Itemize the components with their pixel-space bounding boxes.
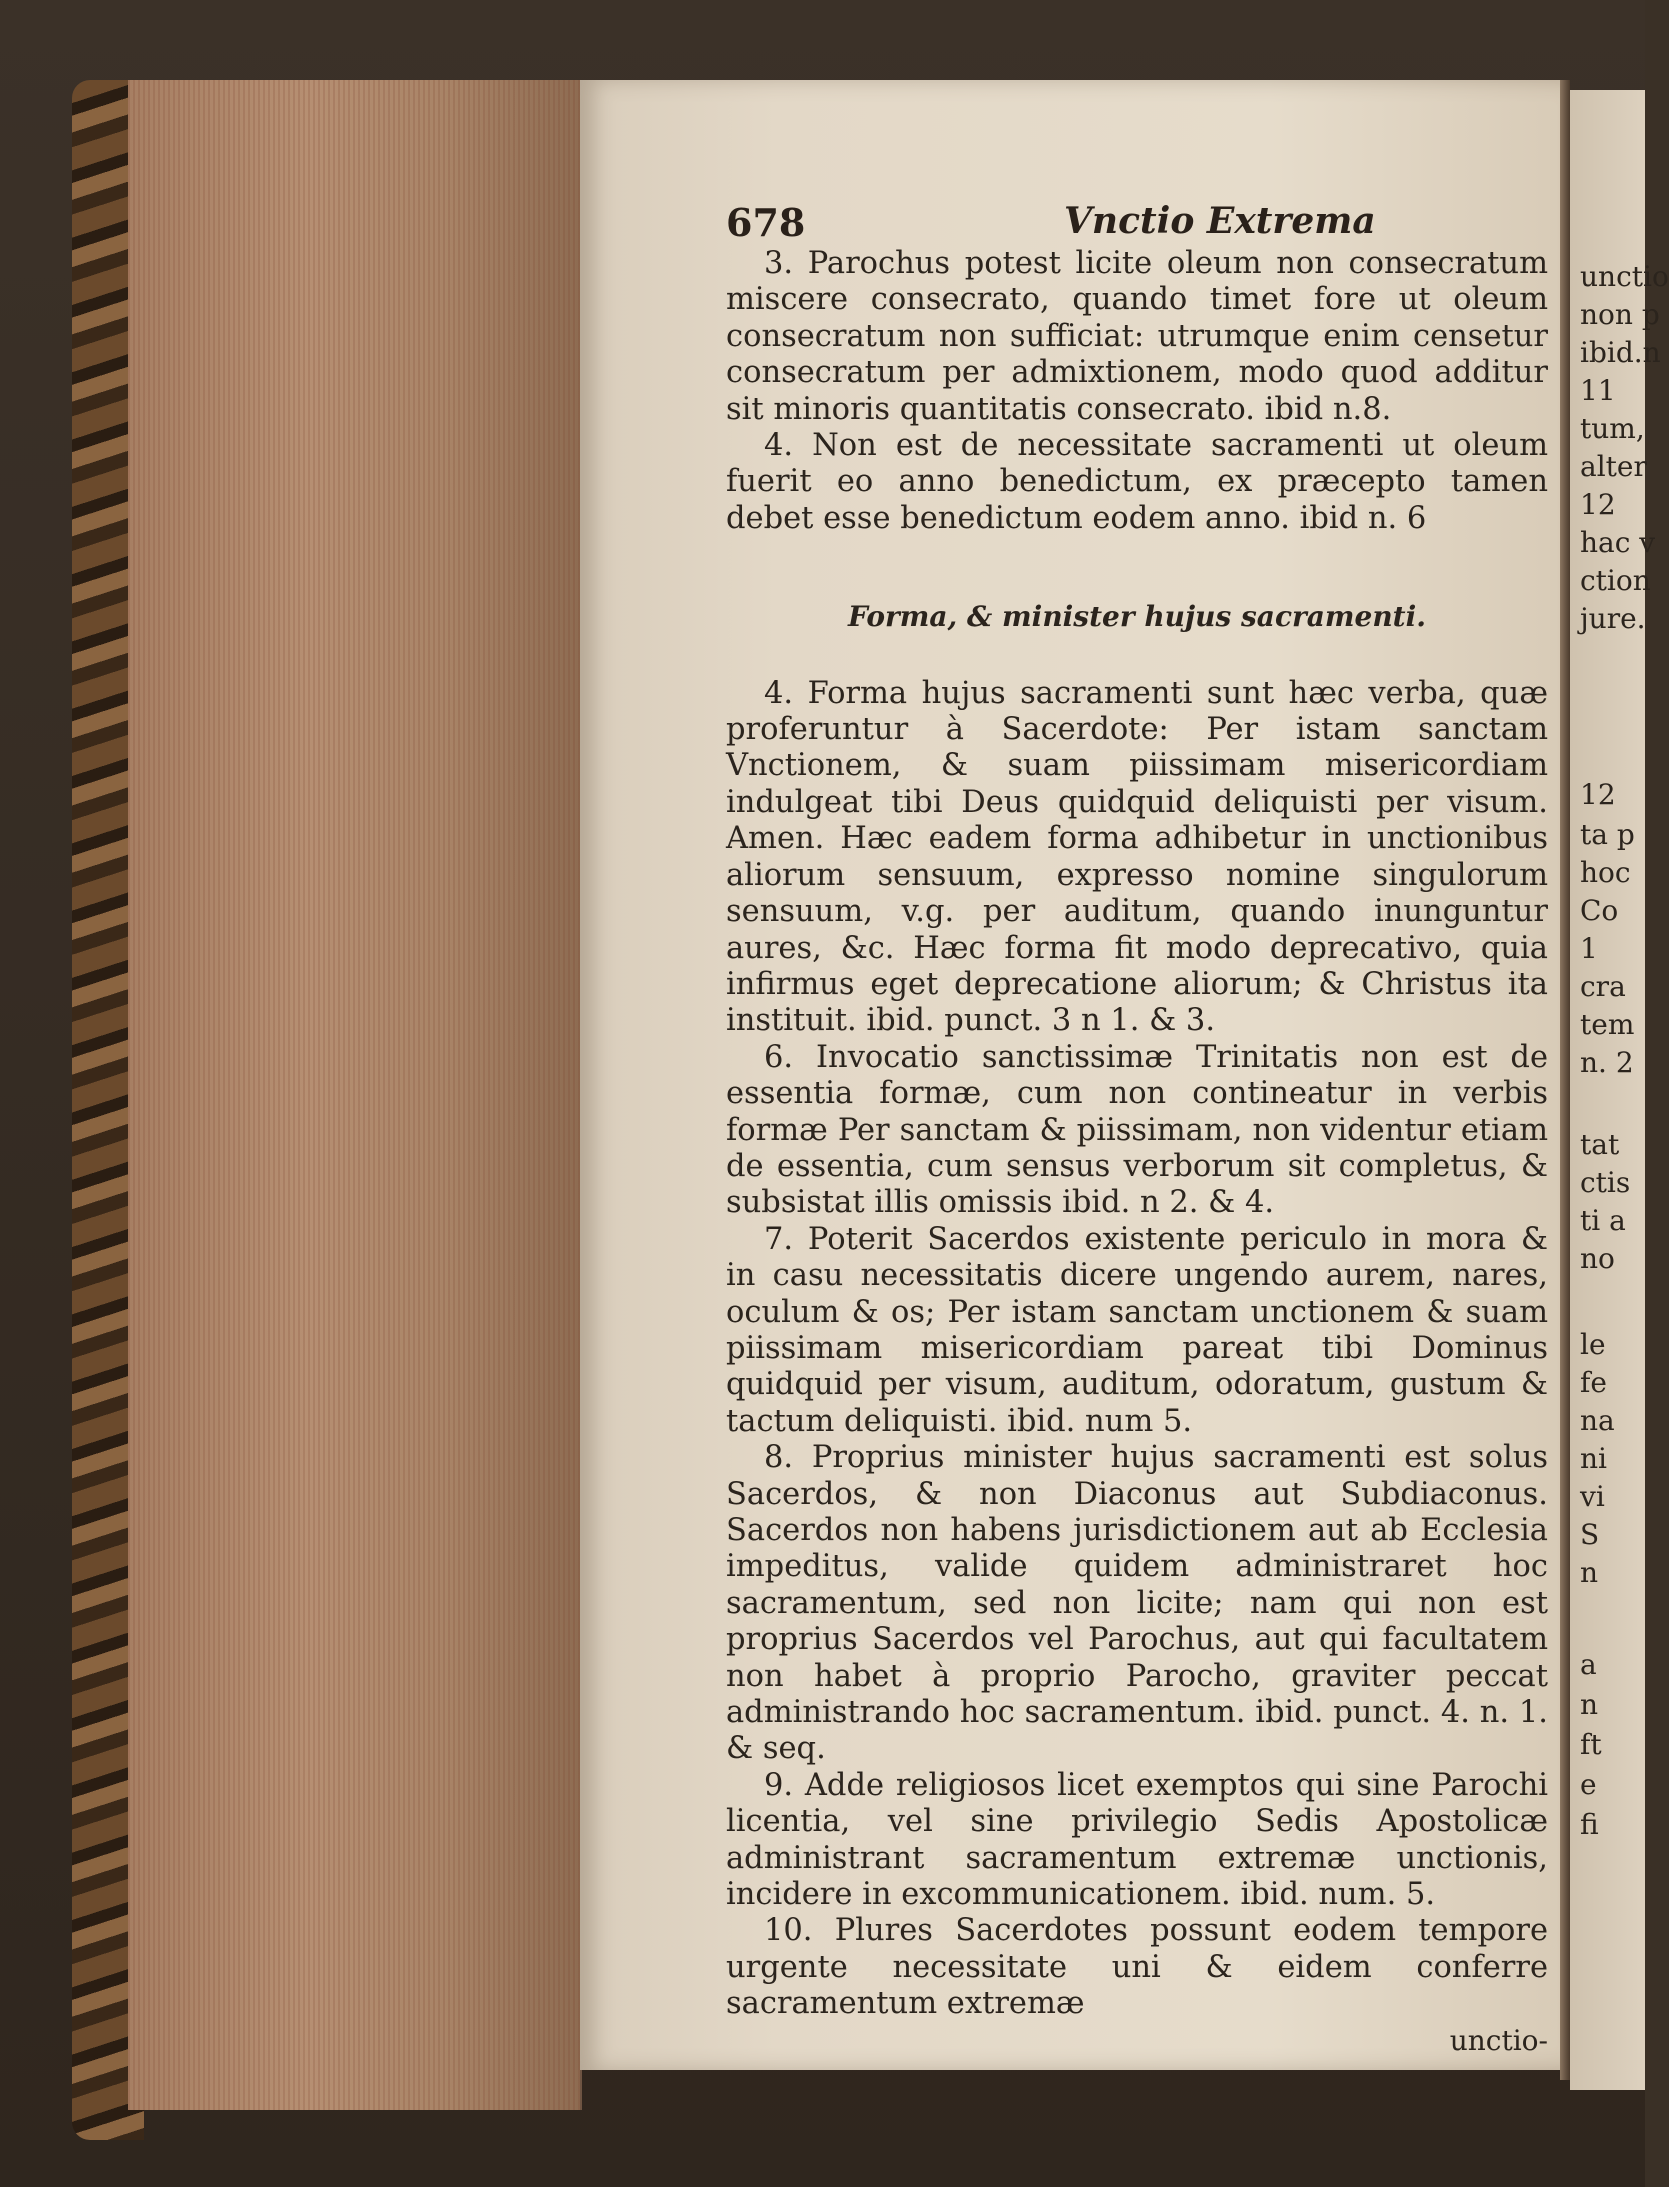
paragraph-form: 4. Forma hujus sacramenti sunt hæc verba, quæ proferuntur à Sacerdote: Per istam sanctam Vnctionem, & suam piissimam misericordiam indulgeat tibi Deus quidquid deliquisti per visum. Amen. Hæc eadem forma adhibetur in unctionibus aliorum sensuum, expresso nomine singulorum sensuum, v.g. per auditum, quando inunguntur aures, &c. Hæc forma fit modo deprecativo, quia infirmus eget deprecatione aliorum; & Christus ita instituit. ibid. punct. 3 n 1. & 3. [726,675,1548,1039]
next-page-fragment: hoc [1580,856,1631,889]
page-edges [128,80,582,2110]
next-page-fragment: ni [1580,1442,1607,1475]
next-page-fragment: ti a [1580,1204,1626,1237]
next-page-fragment: tat [1580,1128,1620,1161]
next-page-fragment: 12 [1580,778,1616,811]
next-page-fragment: fe [1580,1366,1607,1399]
next-page-fragment: n [1580,1688,1599,1721]
next-page-fragment: e [1580,1768,1597,1801]
next-page-fragment: ctis [1580,1166,1631,1199]
next-page-fragment: no [1580,1242,1615,1275]
next-page-fragment: non p [1580,298,1660,331]
next-page-fragment: ft [1580,1728,1602,1761]
next-page-fragment: le [1580,1328,1606,1361]
next-page-fragment: ction [1580,564,1651,597]
page-header [726,200,1546,250]
paragraph-10: 10. Plures Sacerdotes possunt eodem tempore urgente necessitate uni & eidem conferre sacramentum extremæ [726,1913,1548,2022]
next-page-fragment: ibid.n [1580,336,1661,369]
next-page-fragment: jure. [1580,602,1646,635]
paragraph-6: 6. Invocatio sanctissimæ Trinitatis non est de essentia formæ, cum non contineatur in verbis formæ Per sanctam & piissimam, non videntur etiam de essentia, cum sensus verborum sit completus, & subsistat illis omissis ibid. n 2. & 4. [726,1039,1548,1221]
next-page-fragment: 11 [1580,374,1616,407]
page-number: 678 [726,200,806,245]
next-page-fragment: unctio [1580,260,1669,293]
next-page-fragment: vi [1580,1480,1605,1513]
next-page-fragment: n [1580,1556,1599,1589]
catchword: unctio- [1449,2023,1548,2057]
next-page-fragment: Co [1580,894,1619,927]
next-page-fragment: 1 [1580,932,1598,965]
next-page-fragment: alter [1580,450,1647,483]
paragraph-7: 7. Poterit Sacerdos existente periculo in mora & in casu necessitatis dicere ungendo aurem, nares, oculum & os; Per istam sanctam unctionem & suam piissimam misericordiam pareat tibi Dominus quidquid per visum, auditum, odoratum, gustum & tactum deliquisti. ibid. num 5. [726,1221,1548,1439]
paragraph-4: 4. Non est de necessitate sacramenti ut oleum fuerit eo anno benedictum, ex præcepto tamen debet esse benedictum eodem anno. ibid n. 6 [726,428,1548,536]
next-page-fragment: na [1580,1404,1615,1437]
next-page-fragment: fi [1580,1808,1599,1841]
next-page-fragment: a [1580,1648,1597,1681]
next-page-fragment: hac v [1580,526,1656,559]
next-page-fragment: tem [1580,1008,1635,1041]
section-heading: Forma, & minister hujus sacramenti. [847,600,1427,634]
next-page-fragment: 12 [1580,488,1616,521]
paragraph-8: 8. Proprius minister hujus sacramenti est solus Sacerdos, & non Diaconus aut Subdiaconus. Sacerdos non habens jurisdictionem aut ab Ecclesia impeditus, valide quidem administraret hoc sacramentum, sed non licite; nam qui non est proprius Sacerdos vel Parochus, aut qui facultatem non habet à proprio Parocho, graviter peccat administrando hoc sacramentum. ibid. punct. 4. n. 1. & seq. [726,1440,1548,1767]
next-page-fragment: n. 2 [1580,1046,1634,1079]
running-title: Vnctio Extrema [1064,200,1376,242]
page-body [726,246,1548,2059]
book-gutter [1560,80,1570,2080]
paragraph-9: 9. Adde religiosos licet exemptos qui sine Parochi licentia, vel sine privilegio Sedis Apostolicæ administrant sacramentum extremæ unctionis, incidere in excommunicationem. ibid. num. 5. [726,1767,1548,1913]
next-page-fragment: ta p [1580,818,1635,851]
paragraph-3: 3. Parochus potest licite oleum non consecratum miscere consecrato, quando timet fore ut oleum consecratum non sufficiat: utrumque enim censetur consecratum per admixtionem, modo quod additur sit minoris quantitatis consecrato. ibid n.8. [726,246,1548,427]
next-page-fragment: S [1580,1518,1600,1551]
next-page-fragment: cra [1580,970,1626,1003]
next-page-fragment: tum, [1580,412,1645,445]
